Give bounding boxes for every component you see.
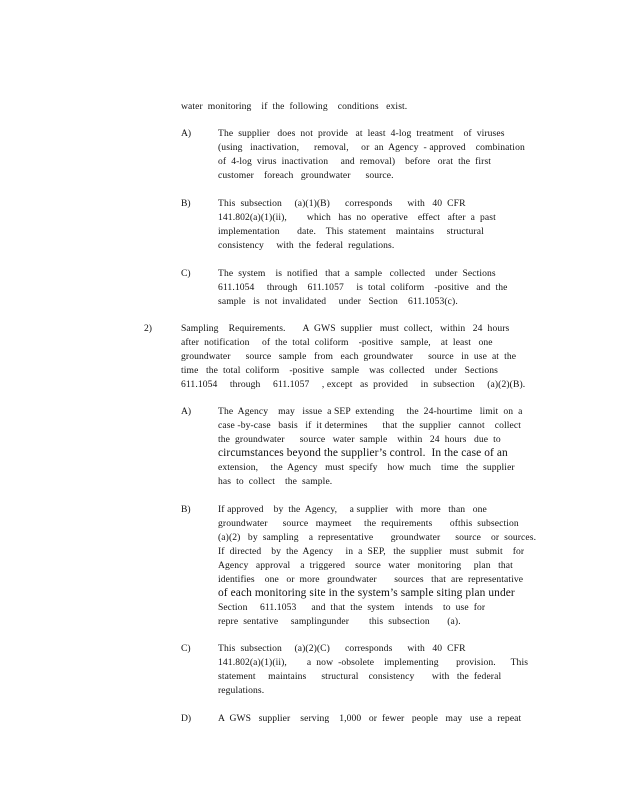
paragraph-line: If approved by the Agency, a supplier with more than one [218, 504, 487, 515]
paragraph-line: the groundwater source water sample within 24 hours due to [218, 434, 501, 445]
paragraph-line: (using inactivation, removal, or an Agency - approved combination [218, 142, 525, 153]
paragraph-line: circumstances beyond the supplier’s control. In the case of an [218, 447, 508, 459]
item-label: B) [181, 198, 191, 209]
paragraph-line: groundwater source sample from each groundwater source in use at the [181, 351, 517, 362]
item-label: D) [181, 713, 192, 724]
intro-line: water monitoring if the following conditions exist. [181, 101, 408, 112]
paragraph-line: implementation date. This statement maintains structural [218, 226, 484, 237]
paragraph-line: repre sentative samplingunder this subsection (a). [218, 616, 461, 627]
item-label: C) [181, 268, 191, 279]
paragraph-line: 611.1054 through 611.1057 , except as provided in subsection (a)(2)(B). [181, 379, 526, 390]
paragraph-line: has to collect the sample. [218, 476, 333, 487]
paragraph-line: The Agency may issue a SEP extending the 24-hourtime limit on a [218, 406, 523, 417]
paragraph-line: identifies one or more groundwater sources that are representative [218, 574, 524, 585]
paragraph-line: 611.1054 through 611.1057 is total coliform -positive and the [218, 282, 508, 293]
item-label: B) [181, 504, 191, 515]
paragraph-line: The supplier does not provide at least 4-log treatment of viruses [218, 128, 505, 139]
paragraph-line: A GWS supplier serving 1,000 or fewer people may use a repeat [218, 713, 522, 724]
paragraph-line: time the total coliform -positive sample was collected under Sections [181, 365, 498, 376]
paragraph-line: extension, the Agency must specify how much time the supplier [218, 462, 515, 473]
paragraph-line: after notification of the total coliform -positive sample, at least one [181, 337, 493, 348]
paragraph-line: (a)(2) by sampling a representative groundwater source or sources. [218, 532, 537, 543]
paragraph-line: regulations. [218, 685, 265, 696]
paragraph-line: Section 611.1053 and that the system intends to use for [218, 602, 486, 613]
paragraph-line: Agency approval a triggered source water monitoring plan that [218, 560, 513, 571]
paragraph-line: of 4-log virus inactivation and removal) before orat the first [218, 156, 492, 167]
paragraph-line: 141.802(a)(1)(ii), a now -obsolete implementing provision. This [218, 657, 529, 668]
paragraph-line: case -by-case basis if it determines that the supplier cannot collect [218, 420, 521, 431]
paragraph-line: Sampling Requirements. A GWS supplier must collect, within 24 hours [181, 323, 510, 334]
item-label: 2) [144, 323, 152, 334]
paragraph-line: The system is notified that a sample collected under Sections [218, 268, 496, 279]
paragraph-line: If directed by the Agency in a SEP, the supplier must submit for [218, 546, 525, 557]
item-label: A) [181, 406, 192, 417]
paragraph-line: customer foreach groundwater source. [218, 170, 394, 181]
paragraph-line: consistency with the federal regulations. [218, 240, 395, 251]
paragraph-line: This subsection (a)(2)(C) corresponds with 40 CFR [218, 643, 466, 654]
item-label: A) [181, 128, 192, 139]
item-label: C) [181, 643, 191, 654]
paragraph-line: This subsection (a)(1)(B) corresponds with 40 CFR [218, 198, 466, 209]
paragraph-line: groundwater source maymeet the requirements ofthis subsection [218, 518, 519, 529]
paragraph-line: of each monitoring site in the system’s sample siting plan under [218, 587, 515, 599]
paragraph-line: sample is not invalidated under Section 611.1053(c). [218, 296, 458, 307]
paragraph-line: 141.802(a)(1)(ii), which has no operative effect after a past [218, 212, 496, 223]
paragraph-line: statement maintains structural consistency with the federal [218, 671, 502, 682]
